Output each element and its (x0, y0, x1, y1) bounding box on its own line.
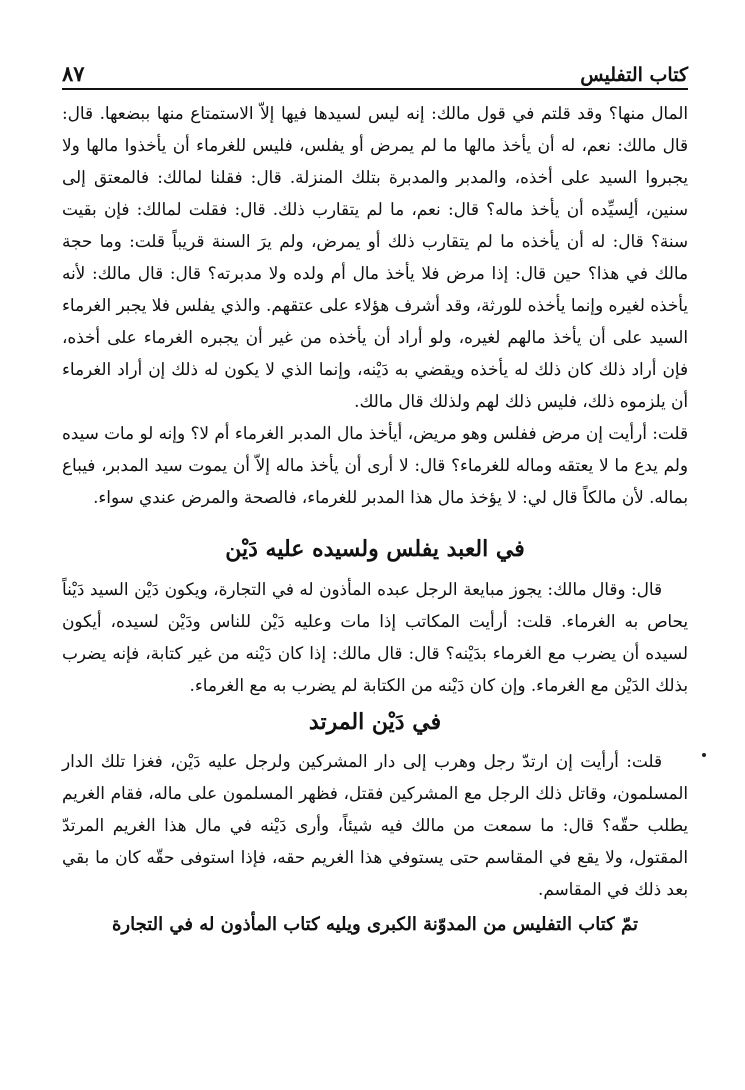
margin-dot (702, 753, 706, 757)
section-text-apostate-debt: قلت: أرأيت إن ارتدّ رجل وهرب إلى دار المشركين ولرجل عليه دَيْن، فغزا تلك الدار المسلمون، وقاتل ذلك الرجل مع المشركين فقتل، فظهر المسلمون على ماله، فقام الغريم يطلب حقّه؟ قال: ما سمعت من مالك فيه شيئاً، وأرى دَيْنه في مال هذا الغريم المرتدّ المقتول، ولا يقع في المقاسم حتى يستوفي هذا الغريم حقه، فإذا استوفى حقّه كان ما بقي بعد ذلك في المقاسم. (62, 751, 688, 899)
paragraph-opening: المال منها؟ وقد قلتم في قول مالك: إنه ليس لسيدها فيها إلاّ الاستمتاع منها ببضعها. قال: قال مالك: نعم، له أن يأخذ مالها ما لم يمرض أو يفلس، فليس للغرماء أن يأخذوا مالها ولا يجبروا السيد على أخذه، والمدبر والمدبرة بتلك المنزلة. قال: فقلنا لمالك: فالمعتق إلى سنين، ألِسيِّده أن يأخذ ماله؟ قال: نعم، ما لم يتقارب ذلك. قال: فقلت لمالك: فإن بقيت سنة؟ قال: له أن يأخذه ما لم يتقارب ذلك أو يمرض، ولم يرَ السنة قريباً قلت: وما حجة مالك في هذا؟ حين قال: إذا مرض فلا يأخذ مال أم ولده ولا مدبرته؟ قال: قال مالك: لأنه يأخذه لغيره وإنما يأخذه للورثة، وقد أشرف هؤلاء على عتقهم. والذي يفلس فلا يجبر الغرماء السيد على أن يأخذ مالهم لغيره، ولو أراد أن يأخذه من غير أن يجبره الغرماء على أخذه، فإن أراد ذلك كان ذلك له يأخذه ويقضي به دَيْنه، وإنما الذي لا يكون له ذلك إن أراد الغرماء أن يلزموه ذلك، فليس ذلك لهم ولذلك قال مالك. (62, 103, 688, 411)
paragraph-illness-question: قلت: أرأيت إن مرض ففلس وهو مريض، أيأخذ مال المدبر الغرماء أم لا؟ وإنه لو مات سيده ولم يدع ما لا يعتقه وماله للغرماء؟ قال: لا أرى أن يأخذ ماله إلاّ أن يموت سيد المدبر، فيباع بماله. لأن مالكاً قال لي: لا يؤخذ مال هذا المدبر للغرماء، فالصحة والمرض عندي سواء. (62, 423, 688, 507)
section-heading-slave-debt: في العبد يفلس ولسيده عليه دَيْن (225, 536, 525, 562)
header-rule (62, 88, 688, 90)
page-number: ٨٧ (62, 61, 85, 86)
running-title: كتاب التفليس (580, 64, 688, 86)
page-header (62, 52, 688, 86)
section-heading-apostate-debt: في دَيْن المرتد (308, 709, 442, 735)
book-colophon: تمّ كتاب التفليس من المدوّنة الكبرى ويليه كتاب المأذون له في التجارة (112, 914, 638, 935)
page-body (62, 97, 688, 941)
section-text-slave-debt: قال: وقال مالك: يجوز مبايعة الرجل عبده المأذون له في التجارة، ويكون دَيْن السيد دَيْناً يحاص به الغرماء. قلت: أرأيت المكاتب إذا مات وعليه دَيْن للناس ودَيْن لسيده، أيكون لسيده أن يضرب مع الغرماء بدَيْنه؟ قال: قال مالك: إذا كان دَيْنه من غير كتابة، فإنه يضرب بذلك الدَيْن مع الغرماء. وإن كان دَيْنه من الكتابة لم يضرب به مع الغرماء. (62, 579, 688, 695)
